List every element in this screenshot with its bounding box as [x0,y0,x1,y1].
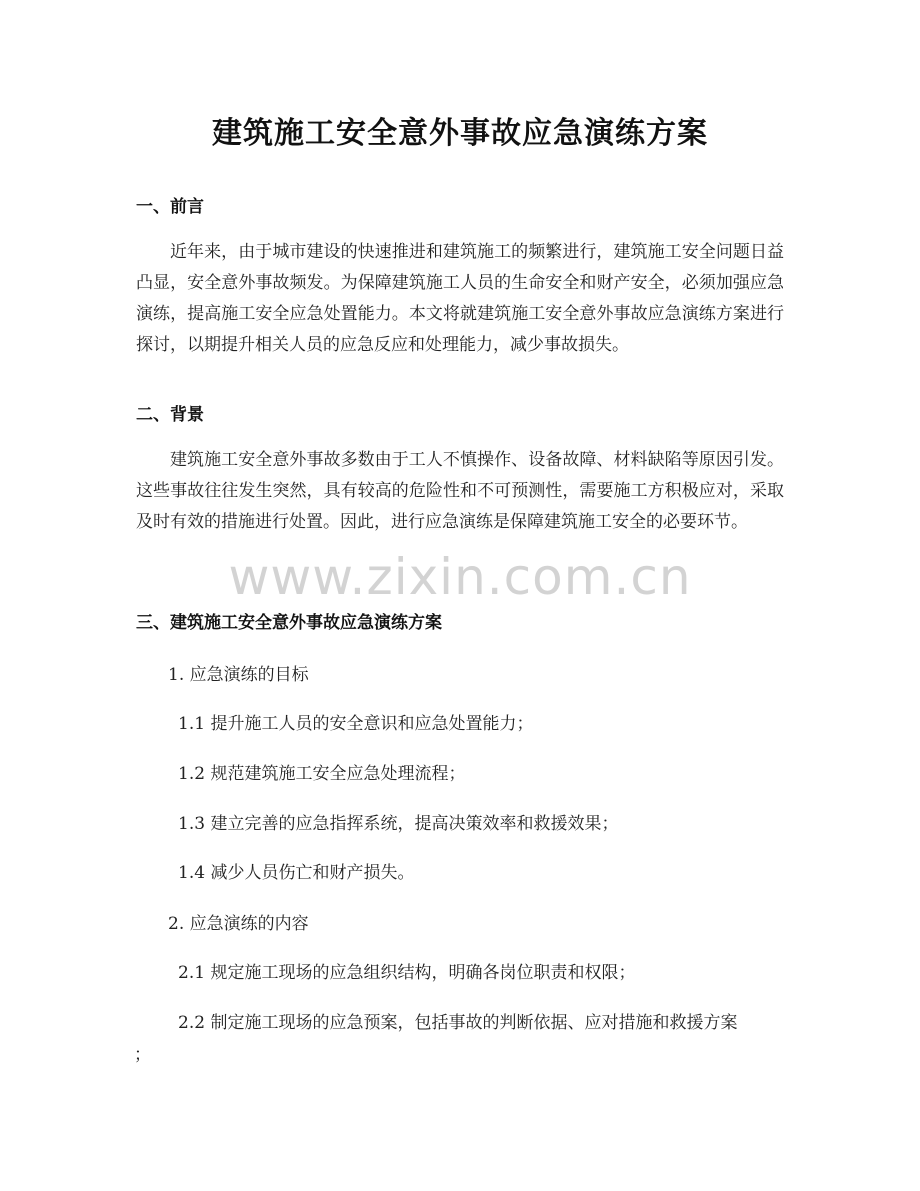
list-item: 2.1 规定施工现场的应急组织结构，明确各岗位职责和权限； [178,963,636,983]
section-paragraph-background: 建筑施工安全意外事故多数由于工人不慎操作、设备故障、材料缺陷等原因引发。这些事故往往发生突然，具有较高的危险性和不可预测性，需要施工方积极应对，采取及时有效的措施进行处置。因此，进行应急演练是保障建筑施工安全的必要环节。 [136,450,784,532]
section-paragraph-preface: 近年来，由于城市建设的快速推进和建筑施工的频繁进行，建筑施工安全问题日益凸显，安全意外事故频发。为保障建筑施工人员的生命安全和财产安全，必须加强应急演练，提高施工安全应急处置能力。本文将就建筑施工安全意外事故应急演练方案进行探讨，以期提升相关人员的应急反应和处理能力，减少事故损失。 [136,242,784,355]
subsection-label-goals: 1. 应急演练的目标 [168,665,309,685]
watermark: www.zixin.com.cn [228,548,692,606]
document-title: 建筑施工安全意外事故应急演练方案 [212,116,708,151]
list-item: 1.4 减少人员伤亡和财产损失。 [178,863,415,883]
list-item: 1.1 提升施工人员的安全意识和应急处置能力； [178,714,534,734]
subsection-label-content: 2. 应急演练的内容 [168,914,309,934]
list-item-overflow: ； [134,1045,151,1065]
list-item: 1.3 建立完善的应急指挥系统，提高决策效率和救援效果； [178,814,619,834]
list-item: 2.2 制定施工现场的应急预案，包括事故的判断依据、应对措施和救援方案 [178,1013,738,1033]
list-item: 1.2 规范建筑施工安全应急处理流程； [178,764,466,784]
section-heading-preface: 一、前言 [136,197,204,217]
section-heading-plan: 三、建筑施工安全意外事故应急演练方案 [136,613,442,633]
section-heading-background: 二、背景 [136,405,204,425]
